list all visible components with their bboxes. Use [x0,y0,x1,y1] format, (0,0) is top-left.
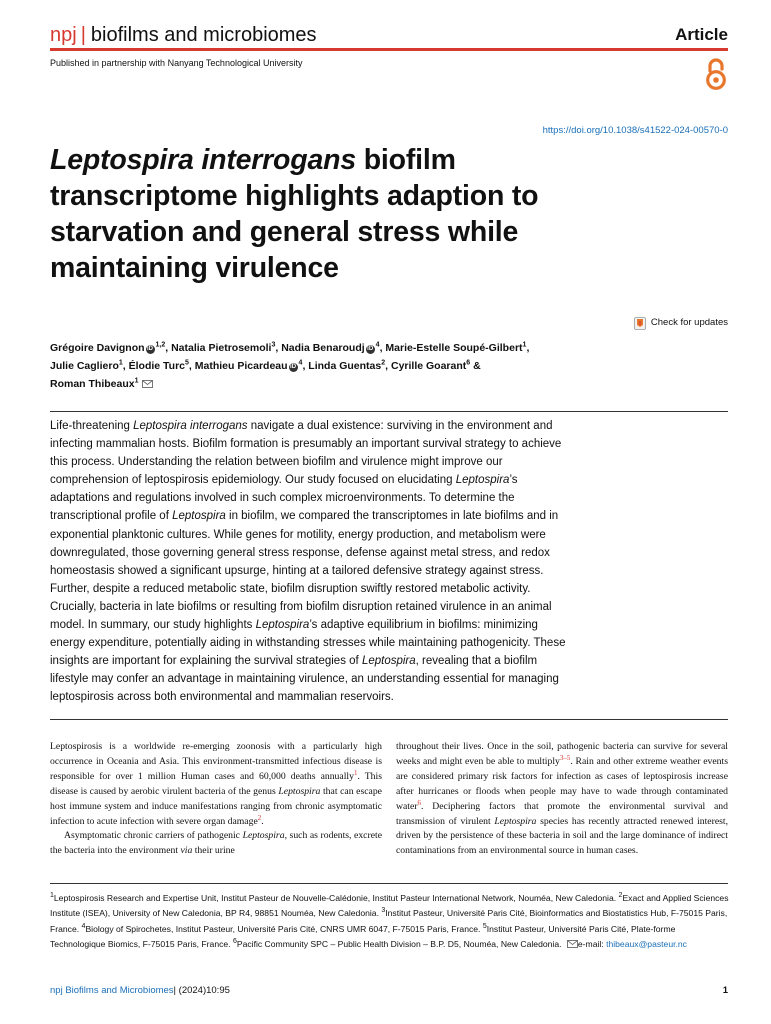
check-updates-icon [634,317,646,330]
brand-separator: | [80,24,86,46]
check-for-updates-button[interactable] [634,316,728,330]
author-affiliation: 3 [271,341,276,349]
body-text: Asymptomatic chronic carriers of pathogenic [64,830,243,842]
affiliation-text: Exact and Applied Sciences Institute (ISEA), University of New Caledonia, BP R4, 98851 Nouméa, New Caledonia. [50,893,729,919]
abstract-text: in biofilm, we compared the transcriptomes in late biofilms and in [225,510,559,523]
author-separator: & [470,360,481,372]
body-italic: Leptospira [242,830,285,842]
body-text: their urine [192,845,235,857]
title-line1: biofilm [355,144,456,176]
author-separator: , [379,342,386,354]
author-name[interactable]: Grégoire Davignon [50,342,145,354]
author-affiliation: 1 [134,377,139,385]
abstract-text: insights are important for explaining the survival strategies of [50,655,362,668]
title-line4: maintaining virulence [50,252,339,284]
affiliation-number: 3 [381,907,386,915]
author-name[interactable]: Julie Cagliero [50,360,119,372]
author-name[interactable]: Natalia Pietrosemoli [171,342,272,354]
abstract-text: model. In summary, our study highlights [50,619,256,632]
body-paragraph [50,740,382,829]
divider [50,883,728,884]
footer-citation-text: | (2024)10:95 [173,985,230,996]
affiliation-text: Institut Pasteur, Université Paris Cité, Bioinformatics and Biostatistics Hub, F-75015 Paris, France. [50,908,728,934]
abstract-italic: Leptospira [455,474,510,487]
author-name[interactable]: Cyrille Goarant [390,360,467,372]
orcid-icon[interactable]: iD [147,346,154,352]
author-affiliation: 4 [375,341,380,349]
reference-link[interactable]: 1 [353,768,358,777]
body-paragraph [50,829,382,859]
orcid-icon[interactable]: iD [290,364,297,370]
abstract-text: , revealing that a biofilm [415,655,538,668]
body-column-left [50,740,382,859]
author-name[interactable]: Roman Thibeaux [50,378,135,390]
body-column-right [396,740,728,859]
article-type: Article [675,25,728,44]
author-affiliation: 5 [185,359,189,367]
author-separator: , [275,342,282,354]
author-separator: , [526,342,530,354]
author-name[interactable]: Marie-Estelle Soupé-Gilbert [385,342,523,354]
author-affiliation: 6 [466,359,471,367]
author-affiliation: 1,2 [155,341,166,349]
abstract-italic: Leptospira interrogans [133,420,248,432]
body-paragraph [396,740,728,859]
email-link[interactable]: thibeaux@pasteur.nc [606,938,687,949]
footer-citation [50,984,230,998]
abstract-text: Further, despite a reduced metabolic state, biofilm disruption swiftly restored metabolic activity. [50,582,531,595]
page-number: 1 [722,985,728,996]
journal-name: biofilms and microbiomes [90,24,317,46]
abstract-text: homeostasis showed a significant upsurge, hinting at a tailored defensive strategy against stress. [50,564,544,577]
body-italic: Leptospira [278,785,321,797]
divider [50,411,728,412]
abstract-text: lifestyle may confer an advantage in maintaining virulence, an understanding essential for managing [50,673,559,686]
abstract-text: comprehension of leptospirosis epidemiology. Our study focused on elucidating [50,474,456,487]
footer-journal-link[interactable]: npj Biofilms and Microbiomes [50,985,174,996]
check-updates-label: Check for updates [650,317,728,328]
email-label: e-mail: [577,938,607,949]
affiliation-number: 2 [618,892,623,900]
abstract-text: ’s [509,474,518,487]
author-name[interactable]: Nadia Benaroudj [281,342,365,354]
author-separator: , [385,360,391,372]
abstract-italic: Leptospira [361,655,416,668]
abstract-text: leptospirosis across both environmental and mammalian reservoirs. [50,691,394,704]
author-separator: , [302,360,309,372]
body-text: that can escape host immune system and induce manifestations ranging from chronic asymptomatic infection to acute infection with severe organ damage [50,785,382,827]
affiliation-number: 6 [232,938,237,946]
author-name[interactable]: Élodie Turc [128,360,186,372]
abstract-text: navigate a dual existence: surviving in the environment and [247,420,553,432]
body-text: . This disease is caused by aerobic virulent bacteria of the genus [50,770,382,797]
author-affiliation: 2 [381,359,386,367]
affiliations [50,891,730,953]
abstract-text: exponential planktonic cultures. While genes for motility, energy production, and metabolism were [50,528,546,541]
abstract-text: adaptations and regulations involved in such complex microenvironments. To determine the [50,492,515,505]
author-separator: , [188,360,195,372]
reference-link[interactable]: 3–5 [559,753,571,762]
abstract-text: infecting mammalian hosts. Biofilm formation is presumably an important survival strategy to achieve [50,438,562,451]
affiliation-number: 4 [81,922,86,930]
body-text: species has recently attracted renewed interest, driven by the persistence of these bacteria in soil and the large dominance of indirect contaminations from an environmental source in human cases. [396,815,729,857]
affiliation-text: Leptospirosis Research and Expertise Unit, Institut Pasteur de Nouvelle-Calédonie, Institut Pasteur International Network, Nouméa, New Caledonia. [53,893,619,903]
journal-brand[interactable] [50,22,317,48]
divider [50,719,728,720]
abstract-text: energy expenditure, potentially aiding in withstanding stresses while maintaining pathogenicity. These [50,637,566,650]
author-affiliation: 1 [522,341,527,349]
corresponding-author-icon[interactable] [142,376,153,394]
body-text: throughout their lives. Once in the soil, pathogenic bacteria can survive for several weeks and might even be able to multiply [396,741,728,767]
author-separator: , [122,360,129,372]
author-affiliation: 4 [298,359,303,367]
abstract-text: downregulated, those governing general stress response, defense against metal stress, and redox [50,546,550,559]
partner-note: Published in partnership with Nanyang Technological University [50,58,303,68]
abstract [50,417,730,707]
doi-link[interactable]: https://doi.org/10.1038/s41522-024-00570-0 [542,125,728,136]
affiliation-text: Biology of Spirochetes, Institut Pasteur, Université Paris Cité, CNRS UMR 6047, F-75015 Paris, France. [85,923,483,934]
affiliation-number: 5 [482,922,487,930]
header-rule [50,48,728,51]
body-text: . Rain and other extreme weather events are considered primary risk factors for infection as cases of leptospirosis increase after hurricanes or floods when people may have to wade through contaminated water [396,755,728,812]
body-text: . Deciphering factors that promote the environmental survival and transmission of virulent [396,800,728,827]
abstract-text: this process. Understanding the relation between biofilm and virulence might improve our [50,456,503,469]
body-italic: Leptospira [494,815,537,827]
title-line3: starvation and general stress while [50,216,519,248]
author-list [50,339,730,394]
article-title [50,142,730,286]
affiliation-text: Pacific Community SPC – Public Health Division – B.P. D5, Nouméa, New Caledonia. [236,938,564,949]
author-name[interactable]: Mathieu Picardeau [194,360,288,372]
title-italic: Leptospira interrogans [50,144,356,176]
orcid-icon[interactable]: iD [367,346,374,352]
body-text: . [261,815,264,827]
abstract-italic: Leptospira [172,510,226,523]
body-italic: via [180,845,193,857]
email-icon [567,938,578,953]
abstract-italic: Leptospira [255,619,310,632]
reference-link[interactable]: 6 [417,798,422,807]
npj-logo: npj [50,24,77,46]
author-separator: , [165,342,172,354]
open-access-icon[interactable] [703,57,729,91]
abstract-text: Life-threatening [50,420,134,432]
abstract-text: transcriptional profile of [50,510,173,523]
affiliation-text: Institut Pasteur, Université Paris Cité, Plate-forme Technologique Biomics, F-75015 Paris, France. [50,923,676,949]
body-text: Leptospirosis is a worldwide re-emerging zoonosis with a particularly high occurrence in Oceania and Asia. This environment-transmitted infectious disease is responsible for over 1 million Human cases and 60,000 deaths annually [50,741,382,782]
author-affiliation: 1 [118,359,123,367]
abstract-text: Crucially, bacteria in late biofilms or resulting from biofilm disruption retained virulence in an animal [50,600,552,613]
body-text: , such as rodents, excrete the bacteria into the environment [50,830,382,857]
reference-link[interactable]: 2 [257,813,262,822]
author-name[interactable]: Linda Guentas [308,360,382,372]
abstract-text: ’s adaptive equilibrium in biofilms: minimizing [309,619,538,632]
affiliation-number: 1 [50,892,54,900]
title-line2: transcriptome highlights adaption to [50,180,539,212]
